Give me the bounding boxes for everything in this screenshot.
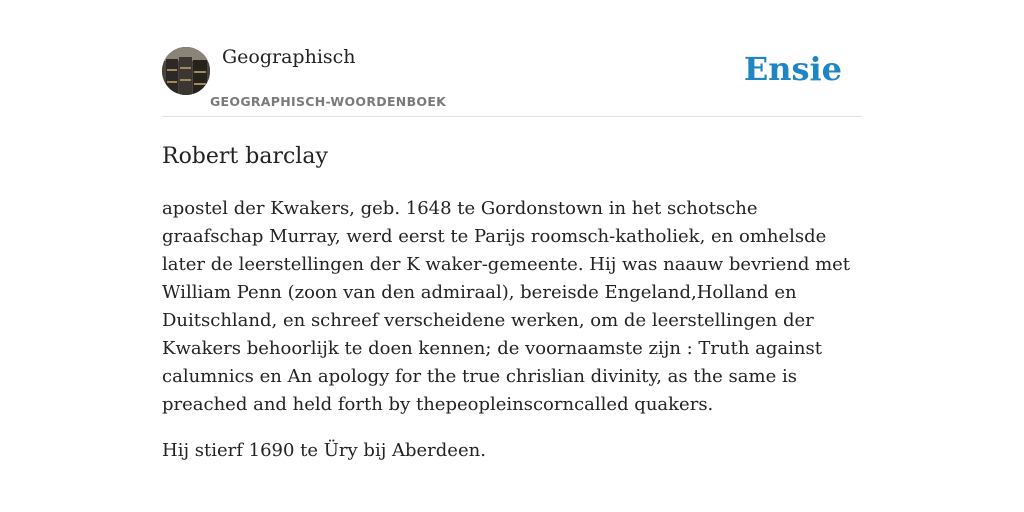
article-paragraph: apostel der Kwakers, geb. 1648 te Gordonstown in het schotsche graafschap Murray, werd eerst te Parijs roomsch-katholiek, en omhelsde later de leerstellingen der K waker-gemeente. Hij was naauw bevriend met William Penn (zoon van den admiraal), bereisde Engeland,Holland en Duitschland, en schreef verscheidene werken, om de leerstellingen der Kwakers behoorlijk te doen kennen; de voornaamste zijn : Truth against calumnics en An apology for the true chrislian divinity, as the same is preached and held forth by thepeopleinscorncalled quakers. [162,198,851,415]
book-spines-icon [162,47,210,95]
source-name[interactable]: Geographisch [222,46,356,68]
avatar[interactable] [162,47,210,95]
article-title: Robert barclay [162,144,328,169]
header [162,0,862,117]
source-subtitle[interactable]: GEOGRAPHISCH-WOORDENBOEK [210,94,447,109]
ensie-logo[interactable]: Ensie [743,50,842,88]
article-paragraph: Hij stierf 1690 te Üry bij Aberdeen. [162,440,486,461]
page [162,0,862,465]
